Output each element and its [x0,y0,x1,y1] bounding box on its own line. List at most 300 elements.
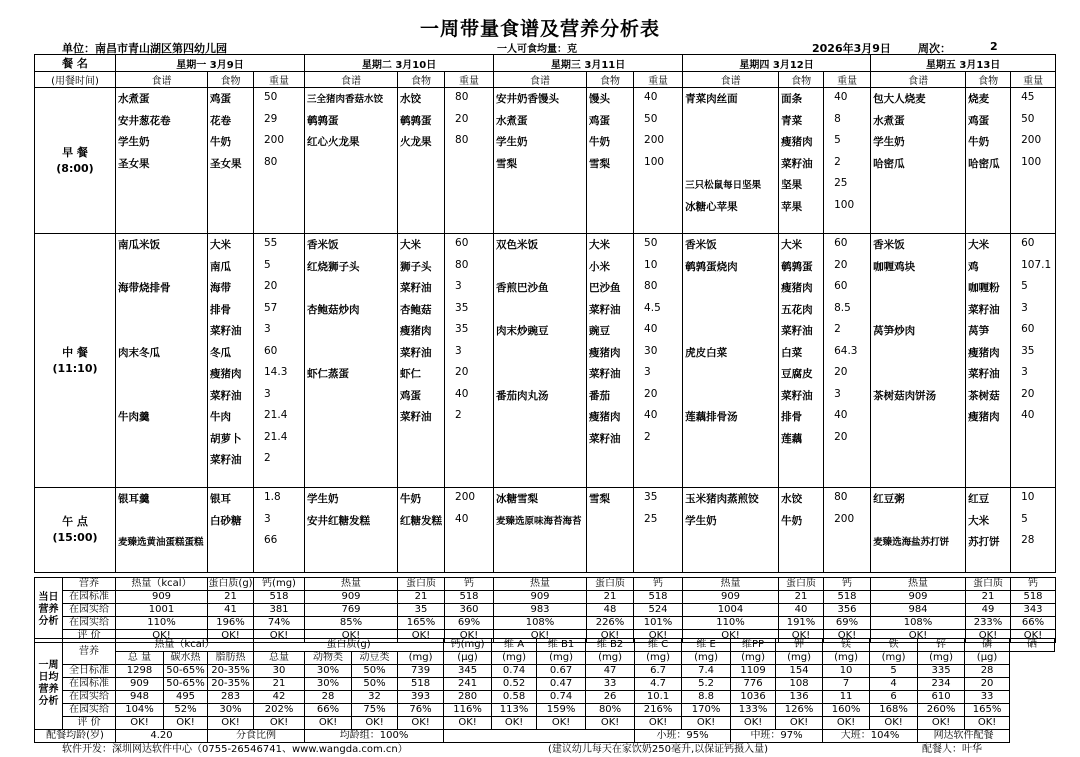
daily-value: OK! [683,630,779,643]
weekly-value: 159% [537,704,586,717]
weekly-value: 0.47 [537,678,586,691]
recipe-name: 咖喱鸡块 [873,260,916,273]
weekly-value: 50-65% [164,678,208,691]
food-name: 瘦猪肉 [968,346,1000,359]
food-weight: 28 [1021,534,1035,546]
daily-value: OK! [871,630,966,643]
meal-time: (8:00) [56,161,94,175]
food-name: 瘦猪肉 [781,282,813,294]
daily-value: OK! [445,630,494,643]
section-label-line: 一周 [38,660,59,671]
recipe-name: 肉末冬瓜 [118,346,160,359]
weekly-value: OK! [537,717,586,730]
food-name: 番茄 [589,389,611,402]
food-name: 菜籽油 [589,368,621,380]
lunch-weight-cell [1011,234,1056,488]
weekly-value: 33 [965,691,1010,704]
food-weight: 80 [455,134,469,146]
daily-column-header: 钙(mg) [254,578,305,591]
weekly-group-header: 维 B1 [537,639,586,652]
weekly-group-header: 维 A [492,639,537,652]
snack-weight-cell [254,488,305,573]
food-name: 海带 [210,282,231,294]
food-name: 杏鲍菇 [400,303,432,316]
food-name: 苹果 [781,200,803,213]
recipe-name: 麦臻选海盐苏打饼 [873,537,950,548]
food-name: 牛奶 [589,136,611,148]
weekly-value: 20-35% [208,665,254,678]
weekly-value: 776 [731,678,776,691]
weekly-value: 165% [965,704,1010,717]
weekly-value: 116% [444,704,492,717]
daily-value: 909 [305,591,398,604]
sub-header-food: 食物 [966,72,1011,88]
weekly-group-header: 镁 [823,639,870,652]
weekly-value: 10 [823,665,870,678]
food-name: 面条 [781,93,803,105]
lunch-food-cell [966,234,1011,488]
weekly-sub-header: (mg) [776,652,823,665]
weekly-value: 7 [823,678,870,691]
recipe-name: 圣女果 [118,157,150,170]
weekly-value: 104% [116,704,164,717]
daily-column-header: 钙 [634,578,683,591]
milk-advice: (建议幼儿每天在家饮奶250毫升,以保证钙摄入量) [548,744,769,755]
section-label-line: 当日 [38,592,59,603]
weekly-value: 20-35% [208,678,254,691]
food-name: 菜籽油 [589,432,621,445]
food-weight: 3 [455,280,462,292]
food-weight: 80 [834,491,848,503]
weekly-value: 4.7 [635,678,682,691]
food-weight: 40 [644,323,658,335]
recipe-name: 青菜肉丝面 [685,93,738,105]
food-weight: 5 [834,134,841,146]
sub-header-weight: 重量 [254,72,305,88]
weekly-value: 948 [116,691,164,704]
recipe-name: 莴笋炒肉 [873,325,916,337]
food-name: 水饺 [781,493,803,505]
daily-row-label: 评 价 [63,630,116,643]
meal-name: 早 餐 [62,145,88,159]
snack-recipe-cell [871,488,966,573]
daily-column-header: 热量 [683,578,779,591]
daily-value: 74% [254,617,305,630]
food-name: 大米 [400,239,422,251]
recipe-name: 三只松鼠每日坚果 [685,180,762,191]
lunch-recipe-cell [494,234,587,488]
planner: 配餐人：叶华 [922,744,982,755]
sub-header-food: 食物 [208,72,254,88]
daily-value: OK! [966,630,1011,643]
sub-header-food: 食物 [779,72,824,88]
daily-column-header: 钙 [445,578,494,591]
food-name: 莴笋 [968,325,990,337]
food-weight: 5 [264,258,271,271]
weekly-group-header: 蛋白质(g) [254,639,444,652]
weekly-value: 495 [164,691,208,704]
weekly-value: 393 [398,691,444,704]
day-header: 星期二 3月10日 [305,55,494,72]
breakfast-weight-cell [445,88,494,234]
food-weight: 100 [644,155,665,168]
sub-header-food: 食物 [587,72,634,88]
food-name: 大米 [968,239,990,251]
food-weight: 3 [264,512,271,525]
weekly-value: 6.7 [635,665,682,678]
daily-column-header: 蛋白质 [779,578,824,591]
recipe-name: 虾仁蒸蛋 [307,368,350,380]
snack-food-cell [398,488,445,573]
weekly-group-header: 热量（kcal） [116,639,254,652]
weekly-value: OK! [586,717,635,730]
food-weight: 40 [834,91,848,103]
snack-food-cell [208,488,254,573]
meal-label-lunch [35,234,116,488]
weekly-value: 5.2 [682,678,731,691]
sub-header-weight: 重量 [634,72,683,88]
weekly-value: 216% [635,704,682,717]
weekly-value: OK! [776,717,823,730]
weekly-value: 610 [918,691,965,704]
day-header: 星期一 3月9日 [116,55,305,72]
food-name: 排骨 [781,411,803,423]
food-name: 南瓜 [210,260,231,273]
weekly-sub-header: (mg) [731,652,776,665]
weekly-sub-header: (mg) [870,652,918,665]
food-name: 瘦猪肉 [589,346,621,359]
food-name: 菜籽油 [781,325,813,337]
food-name: 鹌鹑蛋 [781,260,813,273]
daily-value: 49 [966,604,1011,617]
weekly-sub-header: (mg) [918,652,965,665]
daily-column-header: 蛋白质 [587,578,634,591]
meal-name: 中 餐 [62,345,88,359]
daily-value: 21 [587,591,634,604]
weekly-row-label: 全日标准 [63,665,116,678]
weekly-value: 5 [870,665,918,678]
daily-column-header: 蛋白质 [966,578,1011,591]
food-weight: 35 [644,491,658,503]
snack-food-cell [587,488,634,573]
weekly-value: 202% [254,704,305,717]
meal-name: 午 点 [62,515,88,528]
lunch-weight-cell [254,234,305,488]
weekly-row-label: 在园标准 [63,678,116,691]
food-name: 菜籽油 [210,389,242,402]
breakfast-weight-cell [634,88,683,234]
food-name: 排骨 [210,303,231,316]
section-label-line: 分析 [38,696,59,707]
food-name: 牛奶 [210,136,231,148]
weekly-value: 33 [586,678,635,691]
snack-recipe-cell [494,488,587,573]
weekly-value: 108 [776,678,823,691]
daily-value: 356 [824,604,871,617]
daily-value: 343 [1011,604,1056,617]
brand: 网达软件配餐 [918,730,1010,743]
food-weight: 3 [455,344,462,357]
food-weight: 200 [644,134,665,146]
avg-age-label: 配餐均龄(岁) [35,730,116,743]
page-title: 一周带量食谱及营养分析表 [419,18,660,40]
daily-column-header: 蛋白质 [398,578,445,591]
lunch-recipe-cell [305,234,398,488]
weekly-value: 75% [352,704,398,717]
weekly-sub-header: (mg) [823,652,870,665]
daily-column-header: 蛋白质(g) [208,578,253,589]
lunch-weight-cell [824,234,871,488]
recipe-name: 冰糖雪梨 [496,493,539,505]
weekly-value: 168% [870,704,918,717]
daily-value: 21 [779,591,824,604]
food-name: 瘦猪肉 [210,368,242,380]
recipe-name: 麦臻选原味海苔海苔 [496,515,582,527]
food-weight: 20 [834,258,848,271]
food-name: 牛奶 [781,514,803,527]
weekly-sub-header: (mg) [635,652,682,665]
weekly-value: 28 [965,665,1010,678]
food-name: 鸡蛋 [589,114,611,127]
weekly-sub-header: 脂肪热 [208,652,254,665]
weekly-value: 1109 [731,665,776,678]
weekly-value: 909 [116,678,164,691]
snack-food-cell [779,488,824,573]
breakfast-recipe-cell [305,88,398,234]
daily-value: 518 [634,591,683,604]
food-weight: 100 [1021,155,1042,168]
weekly-value: 30 [254,665,305,678]
food-name: 瘦猪肉 [968,411,1000,423]
food-weight: 20 [834,430,848,443]
sub-header-food: 食物 [398,72,445,88]
recipe-name: 安井葱花卷 [118,114,171,127]
food-weight: 80 [455,91,469,103]
recipe-name: 水煮蛋 [118,93,150,105]
day-header: 星期五 3月13日 [871,55,1056,72]
food-name: 大米 [210,239,231,251]
recipe-name: 玉米猪肉蒸煎饺 [685,493,759,505]
food-name: 白砂糖 [210,514,242,527]
weekly-group-header: 钾 [776,639,823,652]
weekly-value: 170% [682,704,731,717]
food-name: 牛肉 [210,411,231,423]
food-weight: 20 [1021,387,1035,400]
food-weight: 10 [1021,491,1035,503]
weekly-value: OK! [965,717,1010,730]
food-weight: 40 [455,387,469,400]
food-name: 牛奶 [400,493,422,505]
recipe-name: 安井红糖发糕 [307,514,371,527]
recipe-name: 红豆粥 [873,493,905,505]
daily-value: 909 [871,591,966,604]
weekly-value: 28 [305,691,352,704]
weekly-value: 133% [731,704,776,717]
food-weight: 25 [644,512,658,525]
food-weight: 50 [644,112,658,125]
daily-value: 165% [398,617,445,630]
recipe-name: 鹌鹑蛋烧肉 [685,260,738,273]
daily-value: 1004 [683,604,779,617]
snack-food-cell [966,488,1011,573]
weekly-group-header: 钙(mg) [444,639,492,652]
daily-column-header: 热量 [871,578,966,591]
recipe-name: 莲藕排骨汤 [685,411,738,423]
weekly-sub-header: 动豆类 [352,652,398,665]
daily-value: 360 [445,604,494,617]
sub-header-recipe: 食谱 [494,72,587,88]
food-weight: 2 [834,155,841,168]
breakfast-recipe-cell [494,88,587,234]
daily-value: OK! [116,630,208,643]
day-header: 星期四 3月12日 [683,55,871,72]
daily-value: OK! [634,630,683,643]
daily-value: OK! [1011,630,1056,643]
snack-weight-cell [634,488,683,573]
food-weight: 3 [1021,366,1028,378]
weekly-value: 335 [918,665,965,678]
food-weight: 50 [1021,112,1035,125]
ratio-big: 大班：104% [823,730,918,743]
weekly-value: 136 [776,691,823,704]
weekly-value: 30% [305,665,352,678]
recipe-name: 银耳羹 [118,493,150,505]
recipe-name: 安井奶香馒头 [496,93,560,105]
daily-value: OK! [494,630,587,643]
food-name: 大米 [968,514,990,527]
weekly-value: 7.4 [682,665,731,678]
daily-value: 909 [494,591,587,604]
food-weight: 40 [644,91,658,103]
food-weight: 200 [834,512,855,525]
weekly-value: 80% [586,704,635,717]
weekly-row-label: 评 价 [63,717,116,730]
snack-weight-cell [445,488,494,573]
food-name: 瘦猪肉 [589,411,621,423]
lunch-food-cell [398,234,445,488]
food-weight: 45 [1021,91,1035,103]
food-name: 胡萝卜 [210,432,242,445]
recipe-name: 雪梨 [496,157,518,170]
weekly-value: OK! [918,717,965,730]
weekly-group-header: 锌 [918,639,965,652]
food-name: 烧麦 [968,93,990,105]
food-weight: 3 [264,323,271,335]
food-weight: 8 [834,112,841,125]
per-person-label: 一人可食均量：克 [497,44,577,55]
weekly-value: 42 [254,691,305,704]
recipe-name: 海带烧排骨 [118,282,171,294]
daily-row-label: 在园实给 [63,604,116,617]
weekly-value: 1298 [116,665,164,678]
weekly-sub-header: (mg) [492,652,537,665]
food-weight: 80 [264,155,278,168]
daily-value: 769 [305,604,398,617]
food-name: 坚果 [781,179,803,191]
daily-value: 983 [494,604,587,617]
food-name: 花卷 [210,114,231,127]
weekly-sub-header: (μg) [965,652,1010,665]
food-weight: 200 [455,491,476,503]
lunch-weight-cell [445,234,494,488]
sub-header-recipe: 食谱 [116,72,208,88]
section-label-line: 营养 [38,604,59,615]
food-weight: 30 [644,344,658,357]
food-name: 瘦猪肉 [400,325,432,337]
food-weight: 66 [264,534,278,546]
weekly-value: 26 [586,691,635,704]
recipe-name: 学生奶 [685,514,717,527]
food-weight: 35 [455,323,469,335]
weekly-sub-header: (mg) [682,652,731,665]
weekly-sub-header: 总 量 [116,652,164,665]
recipe-name: 学生奶 [873,136,905,148]
breakfast-recipe-cell [871,88,966,234]
ratio-label: 分食比例 [208,730,305,743]
food-weight: 25 [834,177,848,189]
food-name: 咖喱粉 [968,282,1000,294]
food-weight: 29 [264,112,278,125]
food-name: 瘦猪肉 [781,136,813,148]
food-weight: 10 [644,258,658,271]
weekly-value: 0.58 [492,691,537,704]
daily-value: 21 [398,591,445,604]
section-label-line: 日均 [38,672,59,683]
snack-recipe-cell [683,488,779,573]
recipe-name: 牛肉羹 [118,411,150,423]
recipe-name: 麦臻选黄油蛋糕蛋糕 [118,537,204,548]
food-weight: 80 [455,258,469,271]
daily-value: OK! [254,630,305,643]
breakfast-food-cell [966,88,1011,234]
daily-row-label: 在园标准 [63,591,116,604]
weekly-value: 126% [776,704,823,717]
daily-value: 40 [779,604,824,617]
daily-value: 1001 [116,604,208,617]
sub-header-weight: 重量 [824,72,871,88]
daily-value: 85% [305,617,398,630]
weekly-value: 50% [352,665,398,678]
food-name: 菜籽油 [781,157,813,170]
food-name: 银耳 [210,493,231,505]
weekly-value: 8.8 [682,691,731,704]
recipe-name: 双色米饭 [496,239,539,251]
food-name: 鸡蛋 [400,389,422,402]
food-weight: 50 [264,91,278,103]
meal-time: (11:10) [52,361,98,375]
weekly-value: 20 [965,678,1010,691]
food-weight: 40 [834,409,848,421]
recipe-name: 肉末炒豌豆 [496,325,549,337]
food-name: 菜籽油 [781,389,813,402]
daily-value: 524 [634,604,683,617]
weekly-value: 50-65% [164,665,208,678]
food-name: 菜籽油 [968,368,1000,380]
food-weight: 2 [264,452,271,464]
weekly-value: 10.1 [635,691,682,704]
sub-header-weight: 重量 [445,72,494,88]
menu-table [34,54,1056,573]
recipe-name: 包大人烧麦 [873,93,926,105]
weekly-value: 30% [305,678,352,691]
recipe-name: 番茄肉丸汤 [496,389,549,402]
food-weight: 5 [1021,280,1028,292]
daily-value: 110% [683,617,779,630]
food-name: 大米 [781,239,803,251]
food-weight: 200 [264,134,285,146]
sub-header-recipe: 食谱 [305,72,398,88]
weekly-value: 260% [918,704,965,717]
